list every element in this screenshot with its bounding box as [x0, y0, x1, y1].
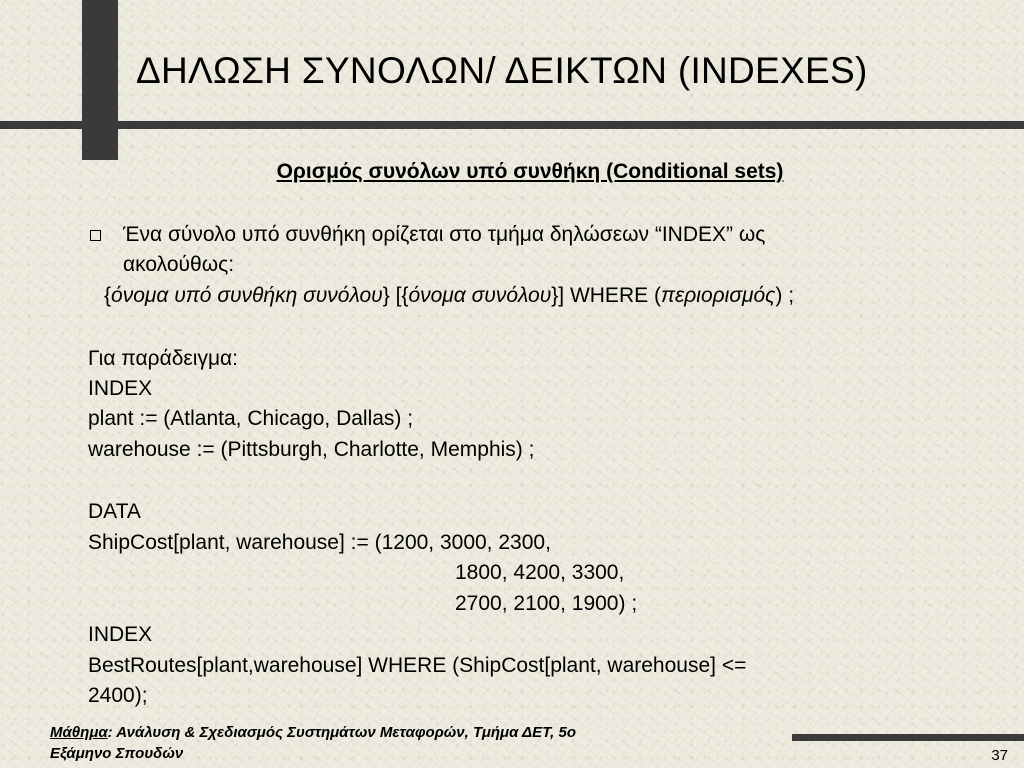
syntax-constraint: περιορισμός — [660, 284, 776, 307]
code-line-bestroutes-1: BestRoutes[plant,warehouse] WHERE (ShipCost[plant, warehouse] <= — [88, 654, 747, 677]
example-heading: Για παράδειγμα: — [88, 347, 239, 370]
footer-bar — [792, 734, 1024, 741]
decorative-corner-block — [82, 0, 118, 160]
title-underline-bar — [0, 121, 1024, 129]
code-line-index-1: INDEX — [88, 377, 153, 400]
syntax-conditional-set-name: όνομα υπό συνθήκη συνόλου — [111, 284, 383, 307]
code-line-shipcost-2: 1800, 4200, 3300, — [455, 561, 625, 584]
code-line-shipcost-1: ShipCost[plant, warehouse] := (1200, 3000, 2300, — [88, 531, 551, 554]
code-line-shipcost-3: 2700, 2100, 1900) ; — [455, 592, 638, 615]
syntax-mid: } [{ — [382, 284, 409, 307]
code-line-index-2: INDEX — [88, 623, 153, 646]
footer-course-info — [50, 722, 576, 764]
syntax-set-name: όνομα συνόλου — [408, 284, 552, 307]
code-line-warehouse: warehouse := (Pittsburgh, Charlotte, Memphis) ; — [88, 438, 535, 461]
footer-course-text: : Ανάλυση & Σχεδιασμός Συστημάτων Μεταφορών, Τμήμα ΔΕΤ, 5ο — [107, 724, 576, 741]
syntax-line — [104, 281, 794, 310]
code-line-plant: plant := (Atlanta, Chicago, Dallas) ; — [88, 407, 414, 430]
code-line-data: DATA — [88, 500, 141, 523]
bullet-text-line-2: ακολούθως: — [123, 253, 235, 276]
footer-course-line2: Εξάμηνο Σπουδών — [50, 745, 184, 762]
slide-subtitle: Ορισμός συνόλων υπό συνθήκη (Conditional sets) — [276, 160, 784, 183]
syntax-open-brace: { — [104, 284, 112, 307]
bullet-text-line-1: Ένα σύνολο υπό συνθήκη ορίζεται στο τμήμα δηλώσεων “INDEX” ως — [123, 223, 766, 246]
page-number: 37 — [991, 747, 1008, 764]
syntax-where: }] WHERE ( — [551, 284, 661, 307]
hollow-square-bullet-icon — [90, 230, 101, 241]
syntax-close: ) ; — [775, 284, 795, 307]
footer-course-label: Μάθημα — [50, 724, 108, 741]
slide-title: ΔΗΛΩΣΗ ΣΥΝΟΛΩΝ/ ΔΕΙΚΤΩΝ (INDEXES) — [136, 50, 868, 91]
code-line-bestroutes-2: 2400); — [88, 684, 148, 707]
